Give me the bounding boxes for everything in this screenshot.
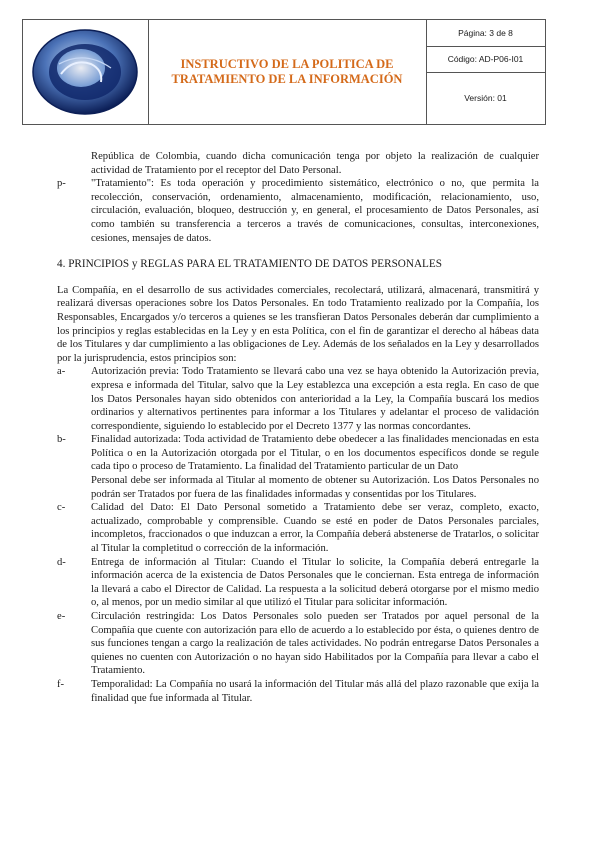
list-text: Finalidad autorizada: Toda actividad de Tratamiento debe obedecer a las finalidades mencionadas en esta Política o en la Autorización otorgada por el Titular, o en los documentos específicos donde se regule cada tipo o proceso de Tratamiento. La finalidad del Tratamiento particular de un Dato — [91, 434, 539, 473]
list-text: Temporalidad: La Compañía no usará la información del Titular más allá del plazo razonable que exija la finalidad que fue informada al Titular. — [91, 678, 539, 704]
document-code: Código: AD-P06-I01 — [426, 46, 545, 73]
section-heading: 4. PRINCIPIOS y REGLAS PARA EL TRATAMIENTO DE DATOS PERSONALES — [57, 258, 442, 271]
document-header — [22, 19, 546, 125]
principle-item — [57, 501, 539, 555]
list-text: Entrega de información al Titular: Cuando el Titular lo solicite, la Compañía deberá entregarle la información acerca de la existencia de Datos Personales que le conciernan. Esta entrega de información la llevará a cabo el Director de Calidad. La respuesta a la solicitud deberá otorgarse por el mismo medio o, al menos, por un medio similar al que utilizó el Titular para solicitar información. — [91, 556, 539, 609]
principle-item — [57, 678, 539, 705]
continuation-paragraph: República de Colombia, cuando dicha comunicación tenga por objeto la realización de cualquier actividad de Tratamiento por el receptor del Dato Personal. — [91, 151, 539, 176]
principle-item — [57, 365, 539, 433]
institution-logo — [31, 28, 139, 116]
list-text: Calidad del Dato: El Dato Personal sometido a Tratamiento debe ser veraz, completo, exacto, actualizado, comprobable y comprensible. Cuando se esté en poder de Datos Personales parciales, incompletos, fraccionados o que induzcan a error, la Compañía deberá abstenerse de Tratarlos, o solicitar al Titular la completitud o corrección de la información. — [91, 502, 539, 555]
list-marker: p- — [57, 178, 66, 190]
list-marker: f- — [57, 678, 65, 690]
document-body — [57, 150, 539, 705]
document-version: Versión: 01 — [464, 93, 507, 103]
principle-item — [57, 433, 539, 474]
document-meta — [426, 20, 545, 124]
title-line-1: INSTRUCTIVO DE LA POLITICA DE — [180, 57, 394, 71]
section-intro: La Compañía, en el desarrollo de sus actividades comerciales, recolectará, utilizará, almacenará, transmitirá y realizará diversas operaciones sobre los Datos Personales. En todo Tratamiento realizado por la Compañía, los Responsables, Encargados y/o terceros a quienes se les transfieran Datos Personales deberán dar cumplimiento a los principios y reglas establecidas en la Ley y en esta Política, con el fin de garantizar el derecho al hábeas data de los Titulares y dar cumplimiento a las obligaciones de Ley. Además de los señalados en la Ley y desarrollados por la jurisprudencia, estos principios son: — [57, 284, 539, 364]
list-marker: a- — [57, 366, 66, 378]
logo-cell — [23, 20, 149, 124]
list-item-p — [57, 177, 539, 245]
list-text: Circulación restringida: Los Datos Personales solo pueden ser Tratados por aquel personal de la Compañía que cuente con autorización para ello de acuerdo a lo establecido por ésta, o quienes dentro de sus funciones tengan a cargo la realización de tales actividades. No podrán entregarse Datos Personales a quienes no cuenten con Autorización o no hayan sido Habilitados por la Compañía para llevar a cabo el Tratamiento. — [91, 611, 539, 677]
principle-item-continuation: Personal debe ser informada al Titular al momento de obtener su Autorización. Los Datos Personales no podrán ser Tratados por fuera de las finalidades informadas y consentidas por los Titulares. — [91, 475, 539, 500]
principle-item — [57, 556, 539, 610]
list-text: Autorización previa: Todo Tratamiento se llevará cabo una vez se haya obtenido la Autorización previa, expresa e informada del Titular, salvo que la Ley establezca una excepción a esta regla. En caso de que los Datos Personales hayan sido obtenidos con anterioridad a la Ley, la Compañía buscará los medios ordinarios y alternativos pertinentes para informar a los Titulares y adelantar el proceso de validación correspondiente, siguiendo lo establecido por el Decreto 1377 y las normas concordantes. — [91, 366, 539, 432]
page-number: Página: 3 de 8 — [426, 20, 545, 47]
title-line-2: TRATAMIENTO DE LA INFORMACIÓN — [171, 72, 403, 86]
list-marker: b- — [57, 434, 66, 446]
list-marker: c- — [57, 502, 66, 514]
title-cell — [148, 20, 427, 124]
document-title — [167, 57, 407, 87]
list-text: "Tratamiento": Es toda operación y procedimiento sistemático, electrónico o no, que permita la recolección, conservación, ordenamiento, almacenamiento, modificación, relacionamiento, uso, circulación, evaluación, bloqueo, destrucción y, en general, el procesamiento de Datos Personales, así como también su transferencia a terceros a través de comunicaciones, consultas, interconexiones, cesiones, mensajes de datos. — [91, 178, 539, 244]
list-marker: d- — [57, 556, 66, 568]
list-marker: e- — [57, 611, 66, 622]
principle-item — [57, 610, 539, 678]
